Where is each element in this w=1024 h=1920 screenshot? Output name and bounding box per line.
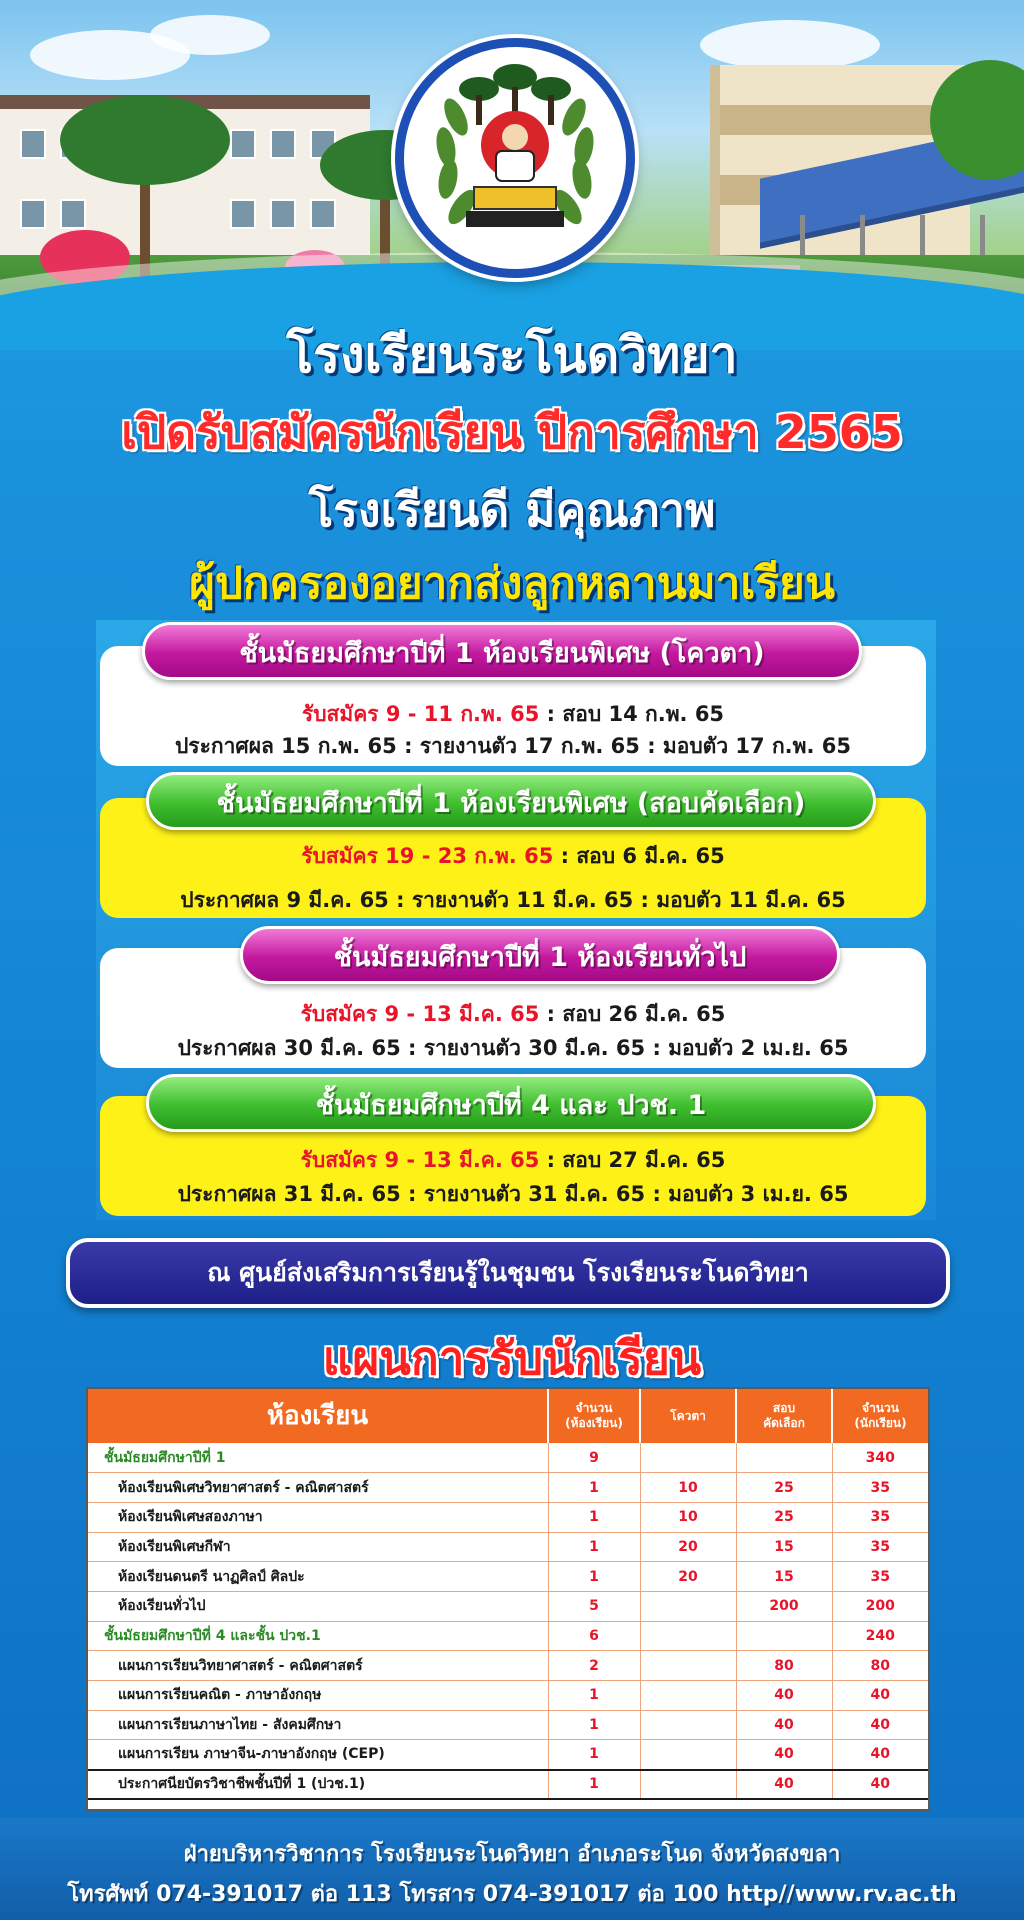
row-exam: 40 — [736, 1681, 832, 1711]
row-students: 35 — [832, 1532, 928, 1562]
row-quota — [640, 1621, 736, 1651]
row-students: 40 — [832, 1710, 928, 1740]
school-name-title: โรงเรียนระโนดวิทยา — [286, 326, 738, 384]
schedule-results-line: ประกาศผล 9 มี.ค. 65 : รายงานตัว 11 มี.ค. 65 : มอบตัว 11 มี.ค. 65 — [180, 888, 846, 912]
row-students: 35 — [832, 1473, 928, 1503]
schedule-exam-date: : สอบ 6 มี.ค. 65 — [553, 844, 725, 868]
row-name: ห้องเรียนพิเศษสองภาษา — [88, 1502, 548, 1532]
schedule-results-line: ประกาศผล 30 มี.ค. 65 : รายงานตัว 30 มี.ค. 65 : มอบตัว 2 เม.ย. 65 — [177, 1036, 849, 1060]
row-quota: 20 — [640, 1562, 736, 1592]
school-emblem-icon — [395, 38, 635, 278]
table-row — [88, 1591, 928, 1621]
table-row — [88, 1473, 928, 1503]
row-quota — [640, 1443, 736, 1473]
row-exam: 25 — [736, 1502, 832, 1532]
schedule-apply-line — [100, 698, 926, 731]
row-rooms: 9 — [548, 1443, 640, 1473]
tagline-title: ผู้ปกครองอยากส่งลูกหลานมาเรียน — [189, 558, 835, 609]
row-exam: 15 — [736, 1562, 832, 1592]
schedule-apply-line — [100, 1144, 926, 1177]
table-row — [88, 1681, 928, 1711]
row-exam: 40 — [736, 1710, 832, 1740]
slogan-title: โรงเรียนดี มีคุณภาพ — [308, 483, 716, 537]
admission-plan-table — [86, 1387, 930, 1811]
schedule-apply-dates: รับสมัคร 9 - 13 มี.ค. 65 — [300, 1148, 540, 1172]
row-quota: 20 — [640, 1532, 736, 1562]
table-row — [88, 1502, 928, 1532]
schedule-apply-dates: รับสมัคร 9 - 11 ก.พ. 65 — [301, 702, 540, 726]
schedule-apply-line — [100, 998, 926, 1031]
row-name: ชั้นมัธยมศึกษาปีที่ 1 — [88, 1443, 548, 1473]
schedule-exam-date: : สอบ 14 ก.พ. 65 — [539, 702, 725, 726]
schedule-apply-line — [100, 840, 926, 873]
footer-contact: โทรศัพท์ 074-391017 ต่อ 113 โทรสาร 074-391017 ต่อ 100 http//www.rv.ac.th — [67, 1882, 957, 1907]
row-exam: 40 — [736, 1770, 832, 1800]
row-rooms: 6 — [548, 1621, 640, 1651]
row-students: 80 — [832, 1651, 928, 1681]
schedule-title-quota: ชั้นมัธยมศึกษาปีที่ 1 ห้องเรียนพิเศษ (โควตา) — [142, 622, 862, 680]
plan-title: แผนการรับนักเรียน — [322, 1331, 702, 1385]
row-students: 40 — [832, 1681, 928, 1711]
row-name: ห้องเรียนพิเศษวิทยาศาสตร์ - คณิตศาสตร์ — [88, 1473, 548, 1503]
row-students: 200 — [832, 1591, 928, 1621]
table-row — [88, 1651, 928, 1681]
row-name: แผนการเรียนคณิต - ภาษาอังกฤษ — [88, 1681, 548, 1711]
row-exam: 15 — [736, 1532, 832, 1562]
row-students: 35 — [832, 1502, 928, 1532]
row-quota — [640, 1651, 736, 1681]
header-rooms-count: จำนวน (ห้องเรียน) — [548, 1389, 640, 1443]
schedule-title-m4: ชั้นมัธยมศึกษาปีที่ 4 และ ปวช. 1 — [146, 1074, 876, 1132]
row-rooms: 1 — [548, 1770, 640, 1800]
plan-table — [88, 1389, 928, 1800]
row-exam: 80 — [736, 1651, 832, 1681]
row-name: แผนการเรียน ภาษาจีน-ภาษาอังกฤษ (CEP) — [88, 1740, 548, 1770]
admission-title: เปิดรับสมัครนักเรียน ปีการศึกษา 2565 — [121, 405, 903, 459]
schedule-exam-date: : สอบ 27 มี.ค. 65 — [539, 1148, 726, 1172]
row-name: ห้องเรียนทั่วไป — [88, 1591, 548, 1621]
row-rooms: 1 — [548, 1562, 640, 1592]
row-students: 40 — [832, 1770, 928, 1800]
row-name: ห้องเรียนดนตรี นาฏศิลป์ ศิลปะ — [88, 1562, 548, 1592]
row-name: ประกาศนียบัตรวิชาชีพชั้นปีที่ 1 (ปวช.1) — [88, 1770, 548, 1800]
row-rooms: 1 — [548, 1681, 640, 1711]
row-name: แผนการเรียนภาษาไทย - สังคมศึกษา — [88, 1710, 548, 1740]
row-quota — [640, 1770, 736, 1800]
header-room: ห้องเรียน — [88, 1389, 548, 1443]
row-exam — [736, 1621, 832, 1651]
row-quota — [640, 1710, 736, 1740]
row-rooms: 1 — [548, 1473, 640, 1503]
row-name: ห้องเรียนพิเศษกีฬา — [88, 1532, 548, 1562]
schedule-title-exam: ชั้นมัธยมศึกษาปีที่ 1 ห้องเรียนพิเศษ (สอบคัดเลือก) — [146, 772, 876, 830]
row-rooms: 2 — [548, 1651, 640, 1681]
row-rooms: 5 — [548, 1591, 640, 1621]
row-exam: 40 — [736, 1740, 832, 1770]
row-students: 340 — [832, 1443, 928, 1473]
table-row — [88, 1562, 928, 1592]
row-students: 35 — [832, 1562, 928, 1592]
header-quota: โควตา — [640, 1389, 736, 1443]
row-quota: 10 — [640, 1502, 736, 1532]
row-quota — [640, 1591, 736, 1621]
row-quota: 10 — [640, 1473, 736, 1503]
row-quota — [640, 1681, 736, 1711]
row-exam — [736, 1443, 832, 1473]
row-rooms: 1 — [548, 1502, 640, 1532]
table-header-row — [88, 1389, 928, 1443]
table-row — [88, 1443, 928, 1473]
footer-department: ฝ่ายบริหารวิชาการ โรงเรียนระโนดวิทยา อำเภอระโนด จังหวัดสงขลา — [183, 1842, 841, 1867]
row-exam: 200 — [736, 1591, 832, 1621]
schedule-apply-dates: รับสมัคร 9 - 13 มี.ค. 65 — [300, 1002, 540, 1026]
row-name: แผนการเรียนวิทยาศาสตร์ - คณิตศาสตร์ — [88, 1651, 548, 1681]
table-row — [88, 1621, 928, 1651]
footer — [0, 1818, 1024, 1920]
schedule-results-line: ประกาศผล 31 มี.ค. 65 : รายงานตัว 31 มี.ค. 65 : มอบตัว 3 เม.ย. 65 — [177, 1182, 849, 1206]
location-bar: ณ ศูนย์ส่งเสริมการเรียนรู้ในชุมชน โรงเรียนระโนดวิทยา — [66, 1238, 950, 1308]
row-rooms: 1 — [548, 1710, 640, 1740]
header-exam: สอบ คัดเลือก — [736, 1389, 832, 1443]
row-students: 40 — [832, 1740, 928, 1770]
row-name: ชั้นมัธยมศึกษาปีที่ 4 และชั้น ปวช.1 — [88, 1621, 548, 1651]
schedule-title-general: ชั้นมัธยมศึกษาปีที่ 1 ห้องเรียนทั่วไป — [240, 926, 840, 984]
table-row — [88, 1532, 928, 1562]
schedule-exam-date: : สอบ 26 มี.ค. 65 — [539, 1002, 726, 1026]
header-students: จำนวน (นักเรียน) — [832, 1389, 928, 1443]
row-exam: 25 — [736, 1473, 832, 1503]
schedule-results-line: ประกาศผล 15 ก.พ. 65 : รายงานตัว 17 ก.พ. 65 : มอบตัว 17 ก.พ. 65 — [174, 734, 852, 758]
table-row — [88, 1770, 928, 1800]
row-quota — [640, 1740, 736, 1770]
row-students: 240 — [832, 1621, 928, 1651]
schedule-apply-dates: รับสมัคร 19 - 23 ก.พ. 65 — [301, 844, 554, 868]
table-row — [88, 1710, 928, 1740]
table-row — [88, 1740, 928, 1770]
row-rooms: 1 — [548, 1740, 640, 1770]
row-rooms: 1 — [548, 1532, 640, 1562]
